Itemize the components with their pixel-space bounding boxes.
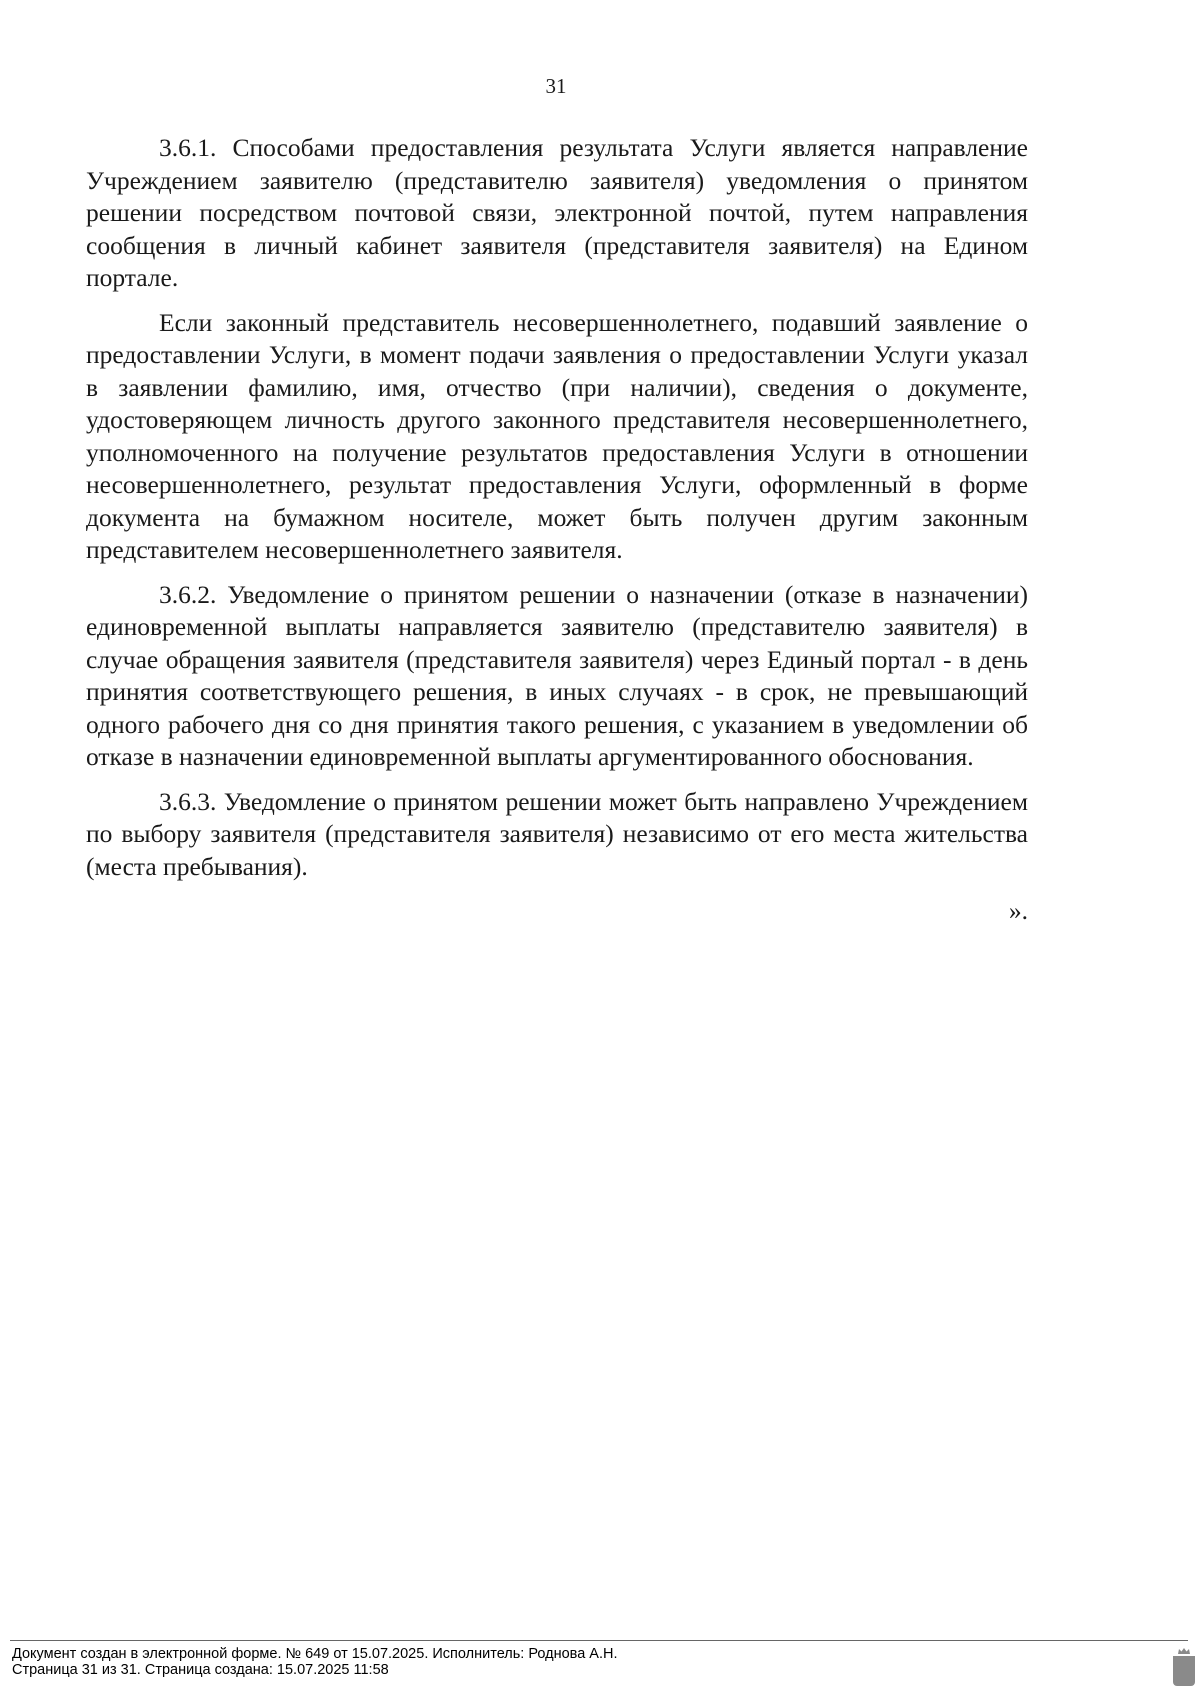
paragraph-3-6-2: 3.6.2. Уведомление о принятом решении о назначении (отказе в назначении) единовременной выплаты направляется заявителю (представителю заявителя) в случае обращения заявителя (представителя заявителя) через Единый портал - в день принятия соответствующего решения, в иных случаях - в срок, не превышающий одного рабочего дня со дня принятия такого решения, с указанием в уведомлении об отказе в назначении единовременной выплаты аргументированного обоснования. xyxy=(86,579,1028,771)
paragraph-3-6-1: 3.6.1. Способами предоставления результата Услуги является направление Учреждением заявителю (представителю заявителя) уведомления о принятом решении посредством почтовой связи, электронной почтой, путем направления сообщения в личный кабинет заявителя (представителя заявителя) на Едином портале. xyxy=(86,133,1028,292)
crown-icon xyxy=(1178,1648,1190,1654)
footer-line-page-info: Страница 31 из 31. Страница создана: 15.07.2025 11:58 xyxy=(12,1661,389,1678)
footer-stamp xyxy=(12,1647,618,1678)
shield-icon xyxy=(1173,1656,1195,1686)
document-body xyxy=(86,132,1028,928)
page-number: 31 xyxy=(545,74,567,98)
footer-line-document-info: Документ создан в электронной форме. № 649 от 15.07.2025. Исполнитель: Роднова А.Н. xyxy=(12,1646,618,1662)
footer-divider xyxy=(10,1640,1188,1641)
coat-of-arms-icon xyxy=(1173,1648,1195,1686)
paragraph-3-6-3: 3.6.3. Уведомление о принятом решении может быть направлено Учреждением по выбору заявителя (представителя заявителя) независимо от его места жительства (места пребывания). xyxy=(86,786,1028,881)
closing-quote-mark: ». xyxy=(1008,896,1028,925)
paragraph-legal-representative: Если законный представитель несовершеннолетнего, подавший заявление о предоставлении Услуги, в момент подачи заявления о предоставлении Услуги указал в заявлении фамилию, имя, отчество (при наличии), сведения о документе, удостоверяющем личность другого законного представителя несовершеннолетнего, уполномоченного на получение результатов предоставления Услуги в отношении несовершеннолетнего, результат предоставления Услуги, оформленный в форме документа на бумажном носителе, может быть получен другим законным представителем несовершеннолетнего заявителя. xyxy=(86,307,1028,564)
